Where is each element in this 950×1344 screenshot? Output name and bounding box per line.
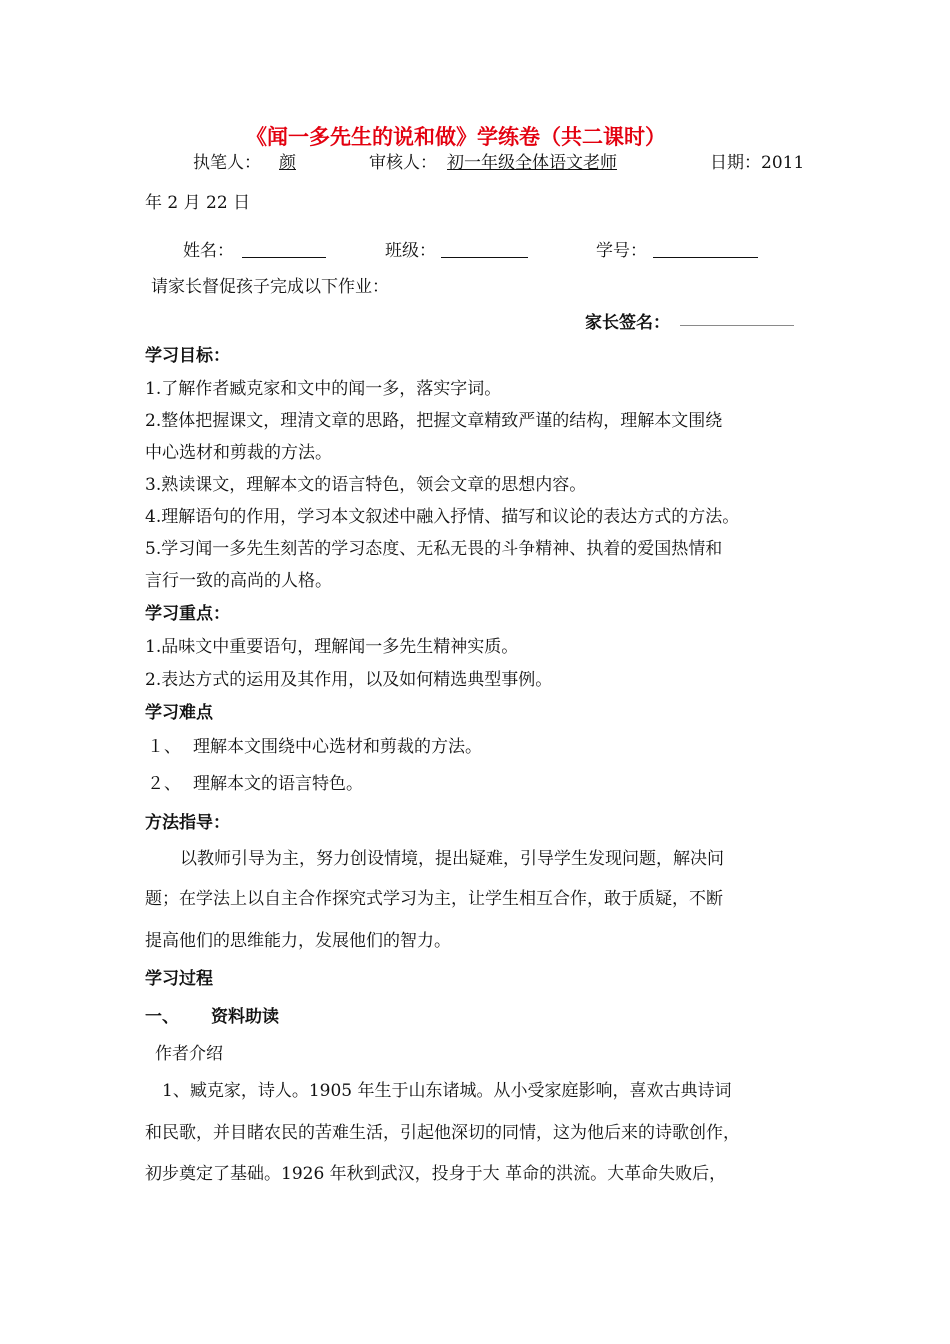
goals-line: 言行一致的高尚的人格。 (145, 571, 332, 591)
date-continued: 年 2 月 22 日 (145, 193, 251, 213)
method-line: 以教师引导为主，努力创设情境，提出疑难，引导学生发现问题，解决问 (180, 849, 724, 869)
parent-sign-label: 家长签名： (585, 313, 670, 333)
author-intro-subheading: 作者介绍 (155, 1044, 223, 1064)
goals-line: 4.理解语句的作用，学习本文叙述中融入抒情、描写和议论的表达方式的方法。 (145, 507, 740, 527)
process-line: 1、臧克家，诗人。1905 年生于山东诸城。从小受家庭影响，喜欢古典诗词 (162, 1081, 732, 1101)
parent-sign-field[interactable] (680, 308, 794, 326)
key-points-heading: 学习重点： (145, 604, 230, 624)
name-label: 姓名： (183, 241, 234, 261)
reviewer-label: 审核人： (369, 153, 437, 173)
reviewer-name: 初一年级全体语文老师 (447, 153, 617, 173)
goals-line: 1.了解作者臧克家和文中的闻一多，落实字词。 (145, 379, 502, 399)
parent-note: 请家长督促孩子完成以下作业： (151, 277, 389, 297)
class-field[interactable] (441, 240, 528, 258)
section-title: 资料助读 (211, 1007, 279, 1027)
goals-line: 5.学习闻一多先生刻苦的学习态度、无私无畏的斗争精神、执着的爱国热情和 (145, 539, 723, 559)
key-point-line: 1.品味文中重要语句，理解闻一多先生精神实质。 (145, 637, 519, 657)
date-label: 日期：2011 (710, 153, 805, 173)
process-line: 初步奠定了基础。1926 年秋到武汉，投身于大 革命的洪流。大革命失败后， (145, 1164, 727, 1184)
method-line: 题；在学法上以自主合作探究式学习为主，让学生相互合作，敢于质疑，不断 (145, 889, 723, 909)
section-number: 一、 (145, 1007, 179, 1027)
author-name: 颜 (279, 153, 296, 173)
difficulty-number: １、 (147, 737, 181, 757)
student-number-label: 学号： (596, 241, 647, 261)
difficulties-heading: 学习难点 (145, 703, 213, 723)
document-title: 《闻一多先生的说和做》学练卷（共二课时） (246, 124, 666, 149)
goals-heading: 学习目标： (145, 346, 230, 366)
name-field[interactable] (242, 240, 326, 258)
class-label: 班级： (385, 241, 436, 261)
process-heading: 学习过程 (145, 969, 213, 989)
difficulty-number: ２、 (147, 774, 181, 794)
method-heading: 方法指导： (145, 813, 230, 833)
difficulty-text: 理解本文的语言特色。 (193, 774, 363, 794)
key-point-line: 2.表达方式的运用及其作用，以及如何精选典型事例。 (145, 670, 553, 690)
method-line: 提高他们的思维能力，发展他们的智力。 (145, 931, 451, 951)
student-number-field[interactable] (653, 240, 758, 258)
goals-line: 3.熟读课文，理解本文的语言特色，领会文章的思想内容。 (145, 475, 587, 495)
goals-line: 2.整体把握课文，理清文章的思路，把握文章精致严谨的结构，理解本文围绕 (145, 411, 723, 431)
difficulty-text: 理解本文围绕中心选材和剪裁的方法。 (193, 737, 482, 757)
goals-line: 中心选材和剪裁的方法。 (145, 443, 332, 463)
process-line: 和民歌，并目睹农民的苦难生活，引起他深切的同情，这为他后来的诗歌创作， (145, 1123, 740, 1143)
author-label: 执笔人： (193, 153, 261, 173)
